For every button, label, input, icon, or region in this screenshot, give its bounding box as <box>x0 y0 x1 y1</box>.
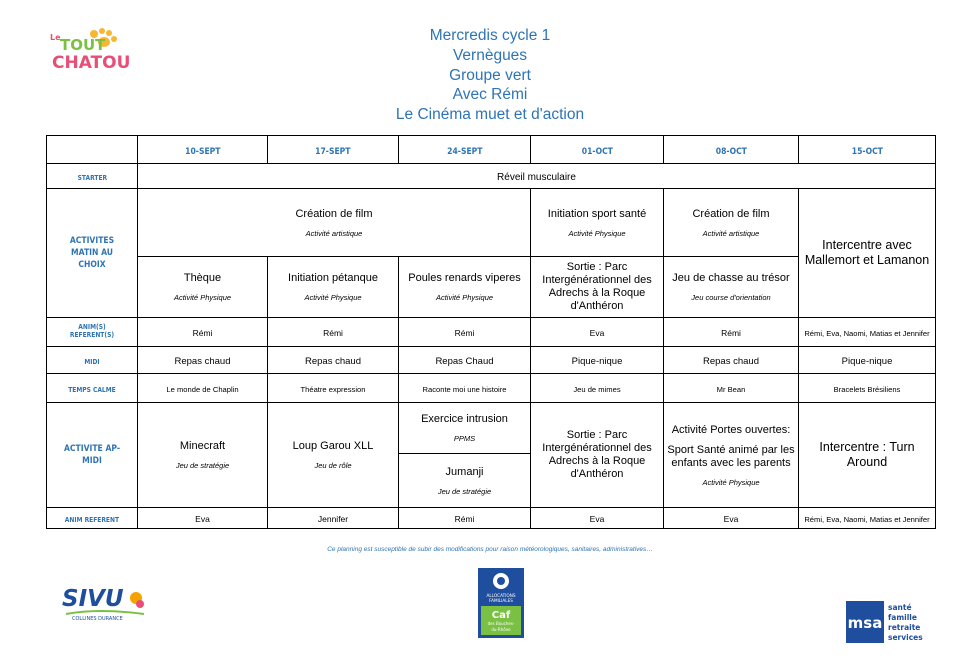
cell-value: Pique-nique <box>841 356 893 367</box>
activity-sub: Jeu course d'orientation <box>691 293 771 302</box>
date-header <box>268 136 399 164</box>
date-header <box>664 136 799 164</box>
caf-line4: des Bouches- <box>487 621 515 626</box>
activity-title: Poules renards viperes <box>408 272 521 284</box>
msa-line: santé <box>888 603 912 612</box>
calme-row <box>47 374 936 403</box>
anim-row <box>47 318 936 347</box>
table-cell <box>138 318 268 347</box>
table-cell <box>399 374 531 403</box>
activity-title: Initiation sport santé <box>547 207 647 220</box>
date-label: 17-SEPT <box>315 146 351 157</box>
table-cell <box>268 318 399 347</box>
activity-cell <box>799 403 936 508</box>
activity-title: Exercice intrusion <box>421 413 508 425</box>
activity-cell <box>664 189 799 257</box>
title-line-group: Groupe vert <box>449 66 531 84</box>
table-cell <box>531 347 664 374</box>
cell-value: Repas chaud <box>703 356 759 367</box>
activity-sub: Activité Physique <box>435 293 494 302</box>
activity-title: Activité Portes ouvertes: <box>671 423 791 436</box>
table-cell <box>399 347 531 374</box>
table-cell <box>799 347 936 374</box>
activity-cell <box>664 403 799 508</box>
activity-title: Création de film <box>295 207 373 220</box>
caf-logo <box>478 568 524 638</box>
activity-sub: Jeu de stratégie <box>437 486 492 496</box>
caf-line3: Caf <box>491 610 511 621</box>
date-label: 15-OCT <box>851 146 883 157</box>
calme-label: TEMPS CALME <box>68 386 116 394</box>
activity-cell <box>399 454 531 508</box>
corner-cell <box>47 136 138 164</box>
activity-cell <box>664 257 799 318</box>
activity-title: Jumanji <box>445 465 484 478</box>
cell-value: Repas Chaud <box>435 356 494 367</box>
date-label: 10-SEPT <box>184 146 221 157</box>
table-cell <box>664 508 799 529</box>
msa-line: retraite <box>888 623 921 632</box>
disclaimer-note: Ce planning est susceptible de subir des modifications pour raison météorologiques, sanitaires, administratives… <box>327 546 653 553</box>
date-header <box>531 136 664 164</box>
row-label-cell <box>47 189 138 318</box>
morning-label: ACTIVITES MATIN AU CHOIX <box>69 235 115 270</box>
activity-cell <box>399 403 531 454</box>
activity-cell <box>138 257 268 318</box>
title-line-theme: Le Cinéma muet et d'action <box>395 106 585 124</box>
cell-value: Pique-nique <box>571 356 623 367</box>
table-cell <box>138 508 268 529</box>
table-cell <box>531 508 664 529</box>
table-cell <box>268 347 399 374</box>
row-label-cell <box>47 318 138 347</box>
activity-cell <box>268 403 399 508</box>
msa-line: famille <box>888 613 917 622</box>
activity-cell <box>531 189 664 257</box>
activity-cell <box>531 257 664 318</box>
msa-logo-art <box>846 601 936 643</box>
cell-value: Rémi <box>721 328 741 338</box>
cell-value: Eva <box>723 514 739 524</box>
activity-title: Minecraft <box>179 440 226 452</box>
table-cell <box>138 347 268 374</box>
logo-tout-text: TOUT <box>60 36 106 54</box>
activity-sub: Jeu de stratégie <box>175 461 230 470</box>
activity-sub: Jeu de rôle <box>314 461 352 470</box>
row-label-cell <box>47 374 138 403</box>
tout-chatou-logo <box>46 26 138 76</box>
activity-sub: Activité artistique <box>702 228 760 238</box>
activity-sub: Activité Physique <box>304 293 362 302</box>
date-label: 24-SEPT <box>446 146 483 157</box>
title-line-town: Vernègues <box>452 46 528 64</box>
table-cell <box>268 374 399 403</box>
cell-value: Eva <box>589 514 605 524</box>
row-label-cell <box>47 164 138 189</box>
midi-row <box>47 347 936 374</box>
title-line-leader: Avec Rémi <box>452 86 528 104</box>
activity-sub: Activité Physique <box>702 477 760 487</box>
cell-value: Rémi, Eva, Naomi, Matias et Jennifer <box>804 515 930 524</box>
table-cell <box>399 508 531 529</box>
date-label: 01-OCT <box>581 146 613 157</box>
sivu-sub-text: COLLINES DURANCE <box>72 616 123 622</box>
activity-sub: Activité Physique <box>568 228 626 238</box>
activity-title: Création de film <box>692 207 770 220</box>
activity-title: Jeu de chasse au trésor <box>672 272 790 284</box>
page-title <box>300 26 680 125</box>
date-header <box>399 136 531 164</box>
cell-value: Rémi <box>454 514 475 524</box>
row-label-cell <box>47 347 138 374</box>
table-cell <box>531 318 664 347</box>
starter-value: Réveil musculaire <box>497 172 576 183</box>
cell-value: Rémi <box>192 328 213 338</box>
table-cell <box>664 318 799 347</box>
caf-line1: ALLOCATIONS <box>486 593 516 598</box>
activity-sub: PPMS <box>453 434 476 443</box>
planning-table <box>46 135 936 529</box>
tout-chatou-logo-art <box>46 26 138 76</box>
table-cell <box>664 347 799 374</box>
table-cell <box>664 374 799 403</box>
activity-title: Sortie : Parc Intergénérationnel des Adrechs à la Roque d'Anthéron <box>542 429 652 480</box>
table-cell <box>531 374 664 403</box>
table-cell <box>268 508 399 529</box>
sivu-text: SIVU <box>62 586 124 612</box>
sivu-logo-art <box>58 580 150 624</box>
caf-logo-art <box>478 568 524 638</box>
dates-header-row <box>47 136 936 164</box>
activity-cell <box>799 189 936 318</box>
logo-le-text: Le <box>50 33 61 42</box>
logo-chatou-text: CHATOU <box>52 53 131 73</box>
date-header <box>799 136 936 164</box>
midi-label: MIDI <box>84 358 100 366</box>
caf-line2: FAMILIALES <box>489 598 513 603</box>
activity-title: Loup Garou XLL <box>292 440 374 452</box>
activity-title: Sport Santé animé par les enfants avec les parents <box>667 443 795 469</box>
activity-title: Intercentre : Turn Around <box>819 440 915 469</box>
cell-value: Jeu de mimes <box>573 385 621 394</box>
anim2-row <box>47 508 936 529</box>
cell-value: Théatre expression <box>300 385 366 394</box>
activity-cell <box>138 403 268 508</box>
title-line-cycle: Mercredis cycle 1 <box>429 27 551 44</box>
cell-value: Eva <box>589 328 605 338</box>
activity-sub: Activité artistique <box>305 228 363 238</box>
msa-mark: msa <box>847 614 883 632</box>
cell-value: Rémi <box>454 328 475 338</box>
activity-sub: Activité Physique <box>173 293 232 302</box>
date-header <box>138 136 268 164</box>
msa-line: services <box>888 633 923 642</box>
activity-title: Initiation pétanque <box>288 272 378 284</box>
cell-value: Raconte moi une histoire <box>422 385 507 394</box>
table-cell <box>399 318 531 347</box>
cell-value: Repas chaud <box>305 356 361 367</box>
activity-cell <box>399 257 531 318</box>
cell-value: Rémi <box>323 328 343 338</box>
starter-row <box>47 164 936 189</box>
table-cell <box>138 374 268 403</box>
morning-row-top <box>47 189 936 257</box>
activity-cell <box>138 189 531 257</box>
starter-cell <box>138 164 936 189</box>
cell-value: Bracelets Brésiliens <box>833 385 901 394</box>
cell-value: Mr Bean <box>716 385 746 394</box>
date-label: 08-OCT <box>715 146 747 157</box>
activity-title: Intercentre avec Mallemort et Lamanon <box>804 238 930 267</box>
apm-row-top <box>47 403 936 454</box>
table-cell <box>799 508 936 529</box>
msa-logo <box>846 601 936 643</box>
cell-value: Eva <box>195 514 210 524</box>
activity-cell <box>531 403 664 508</box>
row-label-cell <box>47 403 138 508</box>
table-cell <box>799 374 936 403</box>
anim-label: ANIM(S) REFERENT(S) <box>69 322 115 339</box>
cell-value: Repas chaud <box>174 356 231 367</box>
row-label-cell <box>47 508 138 529</box>
sivu-logo <box>58 580 150 624</box>
cell-value: Le monde de Chaplin <box>166 385 239 394</box>
activity-title: Thèque <box>183 272 222 284</box>
activity-title: Sortie : Parc Intergénérationnel des Adrechs à la Roque d'Anthéron <box>542 261 652 312</box>
apm-label: ACTIVITE AP-MIDI <box>63 443 121 466</box>
cell-value: Rémi, Eva, Naomi, Matias et Jennifer <box>804 329 930 338</box>
cell-value: Jennifer <box>317 514 349 524</box>
table-cell <box>799 318 936 347</box>
starter-label: STARTER <box>77 174 107 182</box>
anim2-label: ANIM REFERENT <box>64 516 120 524</box>
activity-cell <box>268 257 399 318</box>
caf-line5: du-Rhône <box>491 627 511 632</box>
